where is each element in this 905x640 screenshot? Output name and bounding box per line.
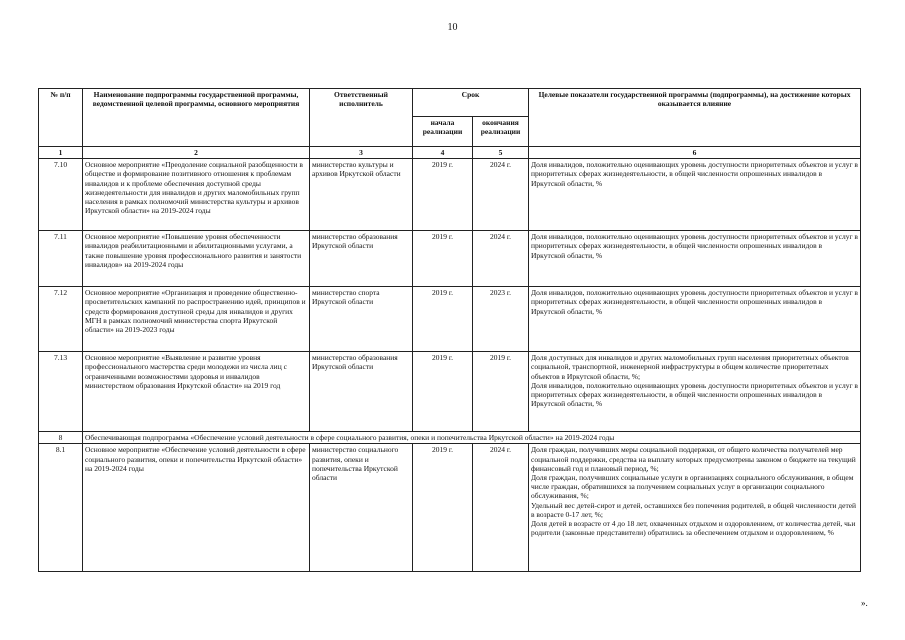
table-row — [39, 159, 861, 231]
header-executor: Ответственный исполнитель — [310, 89, 413, 147]
row-num: 7.11 — [39, 231, 83, 287]
header-term: Срок — [413, 89, 529, 117]
row-name: Основное мероприятие «Организация и проведение общественно-просветительских кампаний по распространению идей, принципов и средств формирования доступной среды для инвалидов и других МГН в рамках полномочий министерства спорта Иркутской области» на 2019-2023 годы — [83, 287, 310, 352]
column-number: 2 — [83, 147, 310, 159]
column-number: 1 — [39, 147, 83, 159]
header-name: Наименование подпрограммы государственной программы, ведомственной целевой программы, основного мероприятия — [83, 89, 310, 147]
target-text: Доля инвалидов, положительно оценивающих уровень доступности приоритетных объектов и услуг в приоритетных сферах жизнедеятельности, в общей численности опрошенных инвалидов в Иркутской области, % — [531, 160, 858, 188]
target-text: Доля граждан, получивших социальные услуги в организациях социального обслуживания, в общем числе граждан, обратившихся за получением социальных услуг в организации социального обслуживания, %; — [531, 473, 854, 501]
target-text: Доля детей в возрасте от 4 до 18 лет, охваченных отдыхом и оздоровлением, от количества детей, чьи родители (законные представители) обратились за обеспечением отдыхом и оздоровлением, % — [531, 519, 856, 538]
header-targets: Целевые показатели государственной программы (подпрограммы), на достижение которых оказывается влияние — [529, 89, 861, 147]
row-end: 2019 г. — [473, 352, 529, 432]
row-executor: министерство спорта Иркутской области — [310, 287, 413, 352]
header-row-1 — [39, 89, 861, 117]
closing-quote-mark: ». — [861, 598, 868, 608]
target-text: Доля инвалидов, положительно оценивающих уровень доступности приоритетных объектов и услуг в приоритетных сферах жизнедеятельности, в общей численности опрошенных инвалидов в Иркутской области, % — [531, 288, 858, 316]
row-executor: министерство образования Иркутской области — [310, 231, 413, 287]
row-end: 2023 г. — [473, 287, 529, 352]
column-number: 4 — [413, 147, 473, 159]
row-name: Основное мероприятие «Выявление и развитие уровня профессионального мастерства среди молодежи из числа лиц с ограниченными возможностями здоровья и инвалидов министерством образования Иркутской области» на 2019 год — [83, 352, 310, 432]
row-name: Основное мероприятие «Повышение уровня обеспеченности инвалидов реабилитационными и абилитационными услугами, а также повышение уровня профессионального развития и занятости инвалидов» на 2019-2024 годы — [83, 231, 310, 287]
row-targets — [529, 444, 861, 572]
column-number: 6 — [529, 147, 861, 159]
row-targets — [529, 287, 861, 352]
row-executor: министерство образования Иркутской области — [310, 352, 413, 432]
row-start: 2019 г. — [413, 444, 473, 572]
row-num: 7.12 — [39, 287, 83, 352]
target-text: Доля инвалидов, положительно оценивающих уровень доступности приоритетных объектов и услуг в приоритетных сферах жизнедеятельности, в общей численности опрошенных инвалидов в Иркутской области, % — [531, 380, 858, 409]
row-targets — [529, 159, 861, 231]
row-name: Основное мероприятие «Обеспечение условий деятельности в сфере социального развития, опеки и попечительства Иркутской области» на 2019-2024 годы — [83, 444, 310, 572]
row-end: 2024 г. — [473, 231, 529, 287]
header-num: № п/п — [39, 89, 83, 147]
row-name: Основное мероприятие «Преодоление социальной разобщенности в обществе и формирование позитивного отношения к проблемам инвалидов и к проблеме обеспечения доступной среды жизнедеятельности для инвалидов и других маломобильных групп населения в рамках полномочий министерства культуры и архивов Иркутской области» на 2019-2024 годы — [83, 159, 310, 231]
row-num: 8.1 — [39, 444, 83, 572]
row-start: 2019 г. — [413, 159, 473, 231]
row-start: 2019 г. — [413, 231, 473, 287]
table-row — [39, 444, 861, 572]
target-text: Доля доступных для инвалидов и других маломобильных групп населения приоритетных объектов социальной, транспортной, инженерной инфраструктуры в общем количестве приоритетных объектов в Иркутской области, %; — [531, 353, 849, 381]
section-title: Обеспечивающая подпрограмма «Обеспечение условий деятельности в сфере социального развития, опеки и попечительства Иркутской области» на 2019-2024 годы — [83, 432, 861, 444]
table-row — [39, 287, 861, 352]
row-targets — [529, 352, 861, 432]
row-targets — [529, 231, 861, 287]
header-start: начала реализации — [413, 117, 473, 147]
table-row — [39, 352, 861, 432]
row-executor: министерство социального развития, опеки и попечительства Иркутской области — [310, 444, 413, 572]
section-row — [39, 432, 861, 444]
row-executor: министерство культуры и архивов Иркутской области — [310, 159, 413, 231]
row-end: 2024 г. — [473, 159, 529, 231]
column-number: 5 — [473, 147, 529, 159]
row-start: 2019 г. — [413, 287, 473, 352]
header-end: окончания реализации — [473, 117, 529, 147]
target-text: Удельный вес детей-сирот и детей, оставшихся без попечения родителей, в общей численности детей в возрасте 0-17 лет, %; — [531, 500, 857, 519]
table-row — [39, 231, 861, 287]
column-number: 3 — [310, 147, 413, 159]
program-table — [38, 88, 861, 572]
column-number-row — [39, 147, 861, 159]
target-text: Доля инвалидов, положительно оценивающих уровень доступности приоритетных объектов и услуг в приоритетных сферах жизнедеятельности, в общей численности опрошенных инвалидов в Иркутской области, % — [531, 232, 858, 260]
row-num: 7.13 — [39, 352, 83, 432]
section-num: 8 — [39, 432, 83, 444]
row-start: 2019 г. — [413, 352, 473, 432]
target-text: Доля граждан, получивших меры социальной поддержки, от общего количества получателей мер социальной поддержки, средства на выплату которых предусмотрены законом о бюджете на текущий финансовый год и плановый период, %; — [531, 445, 856, 473]
row-num: 7.10 — [39, 159, 83, 231]
page-number: 10 — [447, 22, 458, 33]
row-end: 2024 г. — [473, 444, 529, 572]
